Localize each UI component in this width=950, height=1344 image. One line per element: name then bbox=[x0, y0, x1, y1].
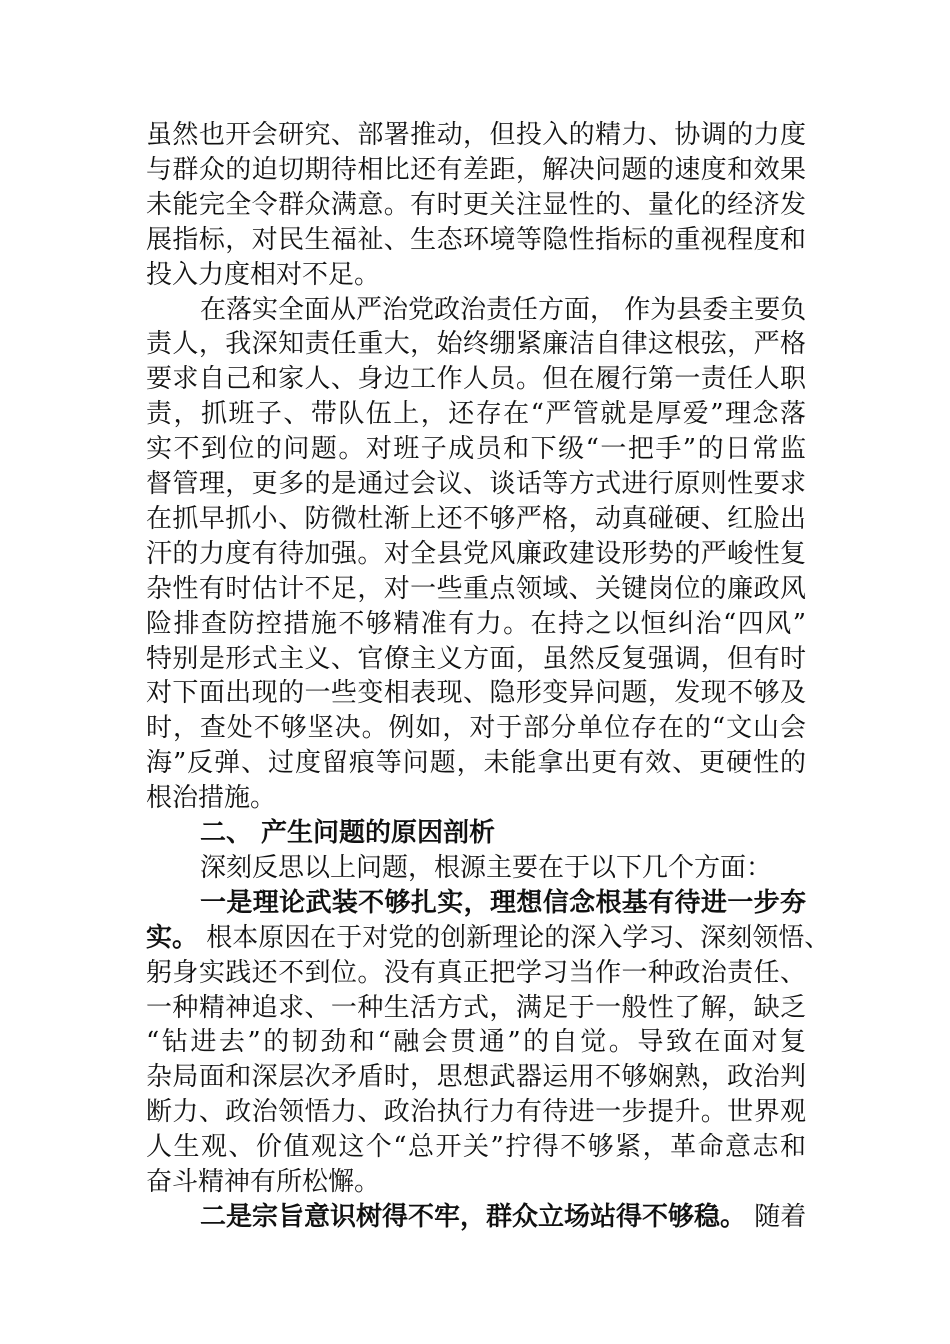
body-text: 时，查处不够坚决。例如，对于部分单位存在的“文山会 bbox=[146, 713, 806, 744]
text-line bbox=[200, 292, 806, 328]
body-text: 责，抓班子、带队伍上，还存在“严管就是厚爱”理念落 bbox=[146, 399, 806, 430]
text-line bbox=[146, 257, 806, 293]
bold-text: 一是理论武装不够扎实，理想信念根基有待进一步夯 bbox=[200, 887, 806, 918]
text-line bbox=[146, 431, 806, 467]
text-line bbox=[146, 745, 806, 781]
body-text: 未能完全令群众满意。有时更关注显性的、量化的经济发 bbox=[146, 189, 806, 220]
section-heading bbox=[200, 815, 806, 851]
text-line bbox=[146, 955, 806, 991]
body-text: 随着 bbox=[746, 1201, 807, 1232]
body-text: 在抓早抓小、防微杜渐上还不够严格，动真碰硬、红脸出 bbox=[146, 503, 806, 534]
body-text: 躬身实践还不到位。没有真正把学习当作一种政治责任、 bbox=[146, 957, 806, 988]
body-text: 要求自己和家人、身边工作人员。但在履行第一责任人职 bbox=[146, 364, 806, 395]
body-text: 杂局面和深层次矛盾时，思想武器运用不够娴熟，政治判 bbox=[146, 1062, 806, 1093]
text-line bbox=[200, 850, 806, 886]
text-line bbox=[146, 641, 806, 677]
bold-text: 二、 产生问题的原因剖析 bbox=[200, 818, 496, 848]
text-line bbox=[146, 780, 806, 816]
text-line bbox=[146, 117, 806, 153]
body-text: 特别是形式主义、官僚主义方面，虽然反复强调，但有时 bbox=[146, 643, 806, 674]
text-line bbox=[146, 222, 806, 258]
body-text: 督管理，更多的是通过会议、谈话等方式进行原则性要求 bbox=[146, 469, 806, 499]
text-line bbox=[146, 1059, 806, 1095]
text-line bbox=[146, 1024, 806, 1060]
body-text: 一种精神追求、一种生活方式，满足于一般性了解，缺乏 bbox=[146, 992, 806, 1023]
text-line bbox=[146, 675, 806, 711]
body-text: 对下面出现的一些变相表现、隐形变异问题，发现不够及 bbox=[146, 678, 806, 709]
text-line bbox=[146, 396, 806, 432]
text-line bbox=[146, 466, 806, 502]
text-line bbox=[146, 1164, 806, 1200]
text-line bbox=[146, 361, 806, 397]
body-text: 展指标，对民生福祉、生态环境等隐性指标的重视程度和 bbox=[146, 224, 806, 255]
bold-text: 二是宗旨意识树得不牢，群众立场站得不够稳。 bbox=[200, 1201, 747, 1232]
body-text: 人生观、价值观这个“总开关”拧得不够紧，革命意志和 bbox=[146, 1132, 806, 1163]
text-line bbox=[146, 990, 806, 1026]
text-line bbox=[146, 187, 806, 223]
body-text: 在落实全面从严治党政治责任方面， 作为县委主要负 bbox=[200, 294, 807, 325]
text-line bbox=[146, 1129, 806, 1165]
text-line bbox=[146, 710, 806, 746]
body-text: 责人，我深知责任重大，始终绷紧廉洁自律这根弦，严格 bbox=[146, 329, 806, 360]
text-line bbox=[200, 1199, 806, 1235]
text-line bbox=[146, 606, 806, 642]
body-text: 深刻反思以上问题，根源主要在于以下几个方面： bbox=[200, 852, 773, 883]
body-text: 断力、政治领悟力、政治执行力有待进一步提升。世界观 bbox=[146, 1097, 806, 1128]
body-text: “钻进去”的韧劲和“融会贯通”的自觉。导致在面对复 bbox=[146, 1027, 806, 1058]
body-text: 根治措施。 bbox=[146, 783, 277, 814]
text-line bbox=[146, 920, 831, 956]
body-text: 投入力度相对不足。 bbox=[146, 259, 381, 290]
body-text: 奋斗精神有所松懈。 bbox=[146, 1167, 381, 1197]
text-line bbox=[146, 571, 806, 607]
text-line bbox=[146, 536, 806, 572]
text-line bbox=[146, 501, 806, 537]
text-line bbox=[146, 152, 806, 188]
body-text: 险排查防控措施不够精准有力。在持之以恒纠治“四风” bbox=[146, 608, 806, 639]
text-line bbox=[200, 885, 806, 921]
body-text: 杂性有时估计不足，对一些重点领域、关键岗位的廉政风 bbox=[146, 573, 806, 604]
text-line bbox=[146, 326, 806, 362]
body-text: 海”反弹、过度留痕等问题，未能拿出更有效、更硬性的 bbox=[146, 748, 806, 779]
bold-text: 实。 bbox=[146, 922, 199, 953]
body-text: 实不到位的问题。对班子成员和下级“一把手”的日常监 bbox=[146, 434, 806, 465]
body-text: 汗的力度有待加强。对全县党风廉政建设形势的严峻性复 bbox=[146, 538, 806, 569]
text-line bbox=[146, 1094, 806, 1130]
body-text: 虽然也开会研究、部署推动，但投入的精力、协调的力度 bbox=[146, 120, 806, 150]
body-text: 与群众的迫切期待相比还有差距，解决问题的速度和效果 bbox=[146, 154, 806, 185]
body-text: 根本原因在于对党的创新理论的深入学习、深刻领悟、 bbox=[198, 922, 831, 953]
